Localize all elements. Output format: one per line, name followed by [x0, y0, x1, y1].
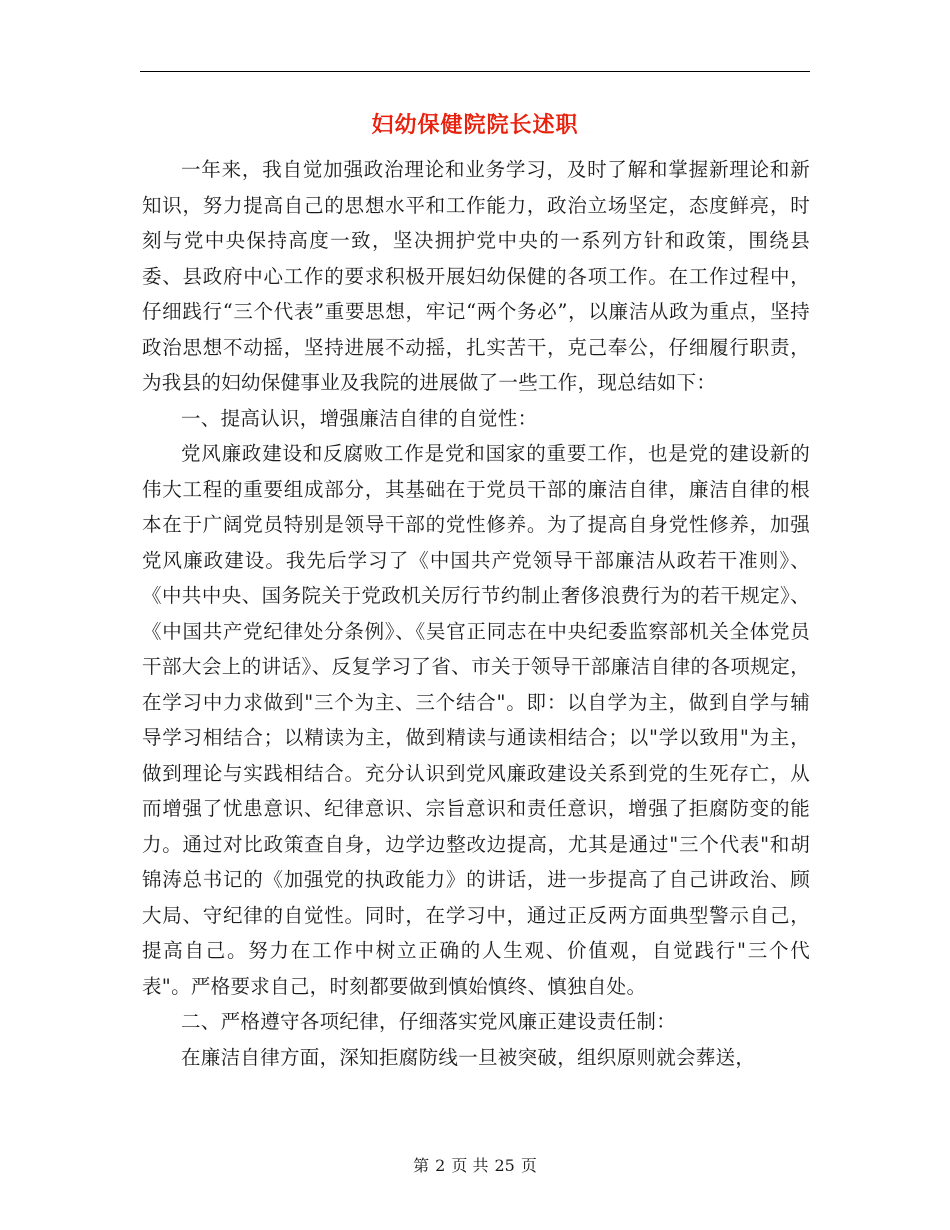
paragraph-intro: 一年来，我自觉加强政治理论和业务学习，及时了解和掌握新理论和新知识，努力提高自己的思想水平和工作能力，政治立场坚定，态度鲜亮，时刻与党中央保持高度一致，坚决拥护党中央的一系列方针和政策，围绕县委、县政府中心工作的要求积极开展妇幼保健的各项工作。在工作过程中，仔细践行“三个代表”重要思想，牢记“两个务必”，以廉洁从政为重点，坚持政治思想不动摇，坚持进展不动摇，扎实苦干，克己奉公，仔细履行职责，为我县的妇幼保健事业及我院的进展做了一些工作，现总结如下：: [142, 158, 810, 394]
page-footer: [0, 1153, 950, 1176]
paragraph-section-2: 在廉洁自律方面，深知拒腐防线一旦被突破，组织原则就会葬送，: [181, 1045, 756, 1069]
footer-prefix: 第: [413, 1156, 430, 1175]
header-rule: [140, 71, 810, 72]
footer-suffix: 页: [520, 1156, 537, 1175]
document-body: [142, 152, 810, 1075]
section-heading-2: 二、严格遵守各项纪律，仔细落实党风廉正建设责任制：: [181, 1010, 677, 1033]
section-heading-1: 一、提高认识，增强廉洁自律的自觉性：: [181, 406, 538, 430]
paragraph-section-1: 党风廉政建设和反腐败工作是党和国家的重要工作，也是党的建设新的伟大工程的重要组成部分，其基础在于党员干部的廉洁自律，廉洁自律的根本在于广阔党员特别是领导干部的党性修养。为了提高自身党性修养，加强党风廉政建设。我先后学习了《中国共产党领导干部廉洁从政若干准则》、《中共中央、国务院关于党政机关厉行节约制止奢侈浪费行为的若干规定》、《中国共产党纪律处分条例》、《吴官正同志在中央纪委监察部机关全体党员干部大会上的讲话》、反复学习了省、市关于领导干部廉洁自律的各项规定，在学习中力求做到"三个为主、三个结合"。即：以自学为主，做到自学与辅导学习相结合；以精读为主，做到精读与通读相结合；以"学以致用"为主，做到理论与实践相结合。充分认识到党风廉政建设关系到党的生死存亡，从而增强了忧患意识、纪律意识、宗旨意识和责任意识，增强了拒腐防变的能力。通过对比政策查自身，边学边整改边提高，尤其是通过"三个代表"和胡锦涛总书记的《加强党的执政能力》的讲话，进一步提高了自己讲政治、顾大局、守纪律的自觉性。同时，在学习中，通过正反两方面典型警示自己，提高自己。努力在工作中树立正确的人生观、价值观，自觉践行"三个代表"。严格要求自己，时刻都要做到慎始慎终、慎独自处。: [142, 442, 810, 998]
footer-middle: 页 共: [451, 1156, 489, 1175]
document-title: 妇幼保健院院长述职: [371, 112, 579, 138]
footer-current-page: 2: [435, 1156, 446, 1175]
footer-total-pages: 25: [494, 1156, 515, 1175]
